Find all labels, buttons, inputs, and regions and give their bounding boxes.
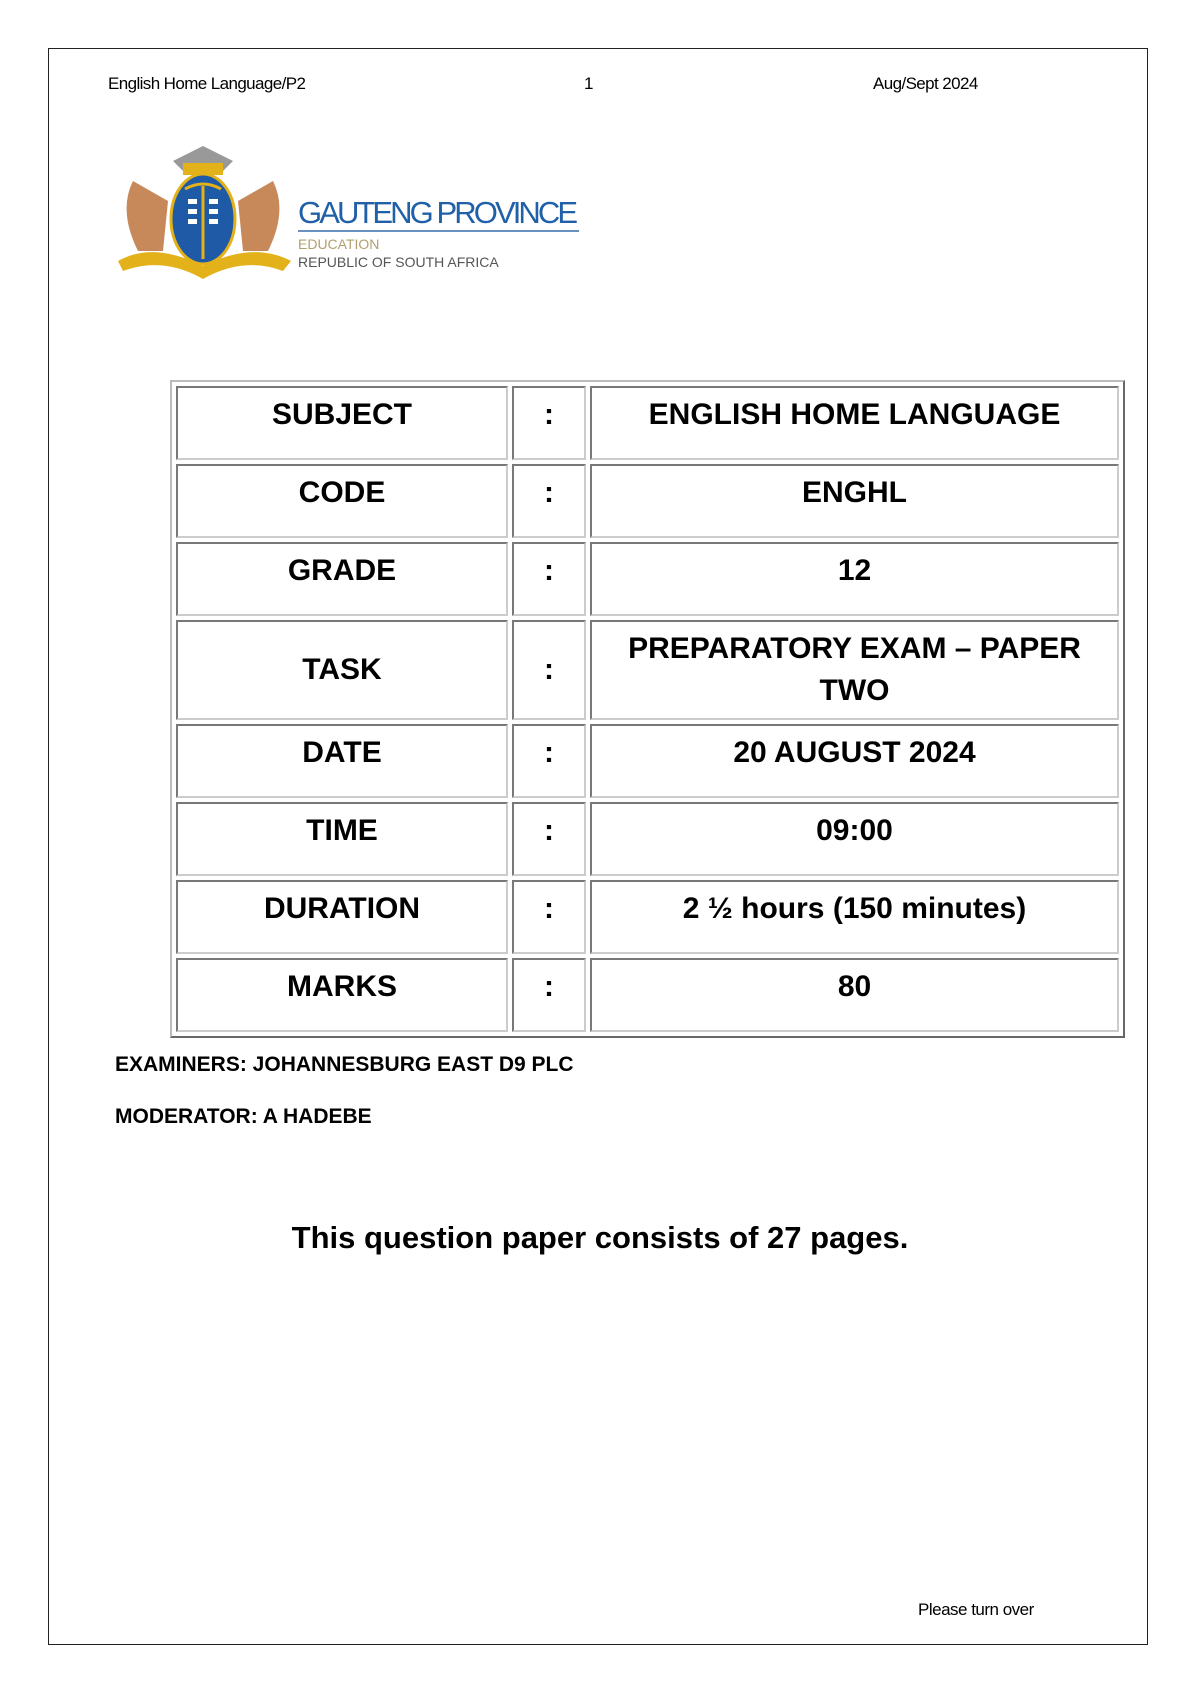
value-cell: ENGLISH HOME LANGUAGE <box>590 386 1119 460</box>
separator-cell: : <box>512 620 586 720</box>
table-row <box>176 958 1119 1032</box>
label-cell: CODE <box>176 464 508 538</box>
table-row <box>176 620 1119 720</box>
table-row <box>176 542 1119 616</box>
gauteng-education-logo <box>113 141 613 286</box>
page-count-note: This question paper consists of 27 pages. <box>291 1220 909 1255</box>
separator-cell: : <box>512 958 586 1032</box>
header-date: Aug/Sept 2024 <box>873 74 978 93</box>
separator-cell: : <box>512 464 586 538</box>
value-cell: 12 <box>590 542 1119 616</box>
label-cell: DATE <box>176 724 508 798</box>
separator-cell: : <box>512 802 586 876</box>
label-cell: TIME <box>176 802 508 876</box>
svg-text:GAUTENG PROVINCE: GAUTENG PROVINCE <box>298 195 578 230</box>
separator-cell: : <box>512 386 586 460</box>
table-row <box>176 386 1119 460</box>
header-page-number: 1 <box>584 74 593 93</box>
footer-turn-over: Please turn over <box>918 1600 1034 1619</box>
table-row <box>176 464 1119 538</box>
label-cell: GRADE <box>176 542 508 616</box>
separator-cell: : <box>512 724 586 798</box>
exam-info-table <box>170 380 1125 1038</box>
svg-text:EDUCATION: EDUCATION <box>298 236 380 252</box>
value-cell: 09:00 <box>590 802 1119 876</box>
value-cell: 20 AUGUST 2024 <box>590 724 1119 798</box>
svg-text:REPUBLIC OF SOUTH AFRICA: REPUBLIC OF SOUTH AFRICA <box>298 254 499 270</box>
table-row <box>176 880 1119 954</box>
table-row <box>176 802 1119 876</box>
header-subject: English Home Language/P2 <box>108 74 306 93</box>
label-cell: SUBJECT <box>176 386 508 460</box>
table-row <box>176 724 1119 798</box>
separator-cell: : <box>512 880 586 954</box>
separator-cell: : <box>512 542 586 616</box>
examiners: EXAMINERS: JOHANNESBURG EAST D9 PLC <box>115 1053 574 1076</box>
label-cell: TASK <box>176 620 508 720</box>
value-cell: ENGHL <box>590 464 1119 538</box>
moderator: MODERATOR: A HADEBE <box>115 1105 372 1128</box>
value-cell: 2 ½ hours (150 minutes) <box>590 880 1119 954</box>
value-cell: PREPARATORY EXAM – PAPER TWO <box>590 620 1119 720</box>
value-cell: 80 <box>590 958 1119 1032</box>
label-cell: DURATION <box>176 880 508 954</box>
label-cell: MARKS <box>176 958 508 1032</box>
